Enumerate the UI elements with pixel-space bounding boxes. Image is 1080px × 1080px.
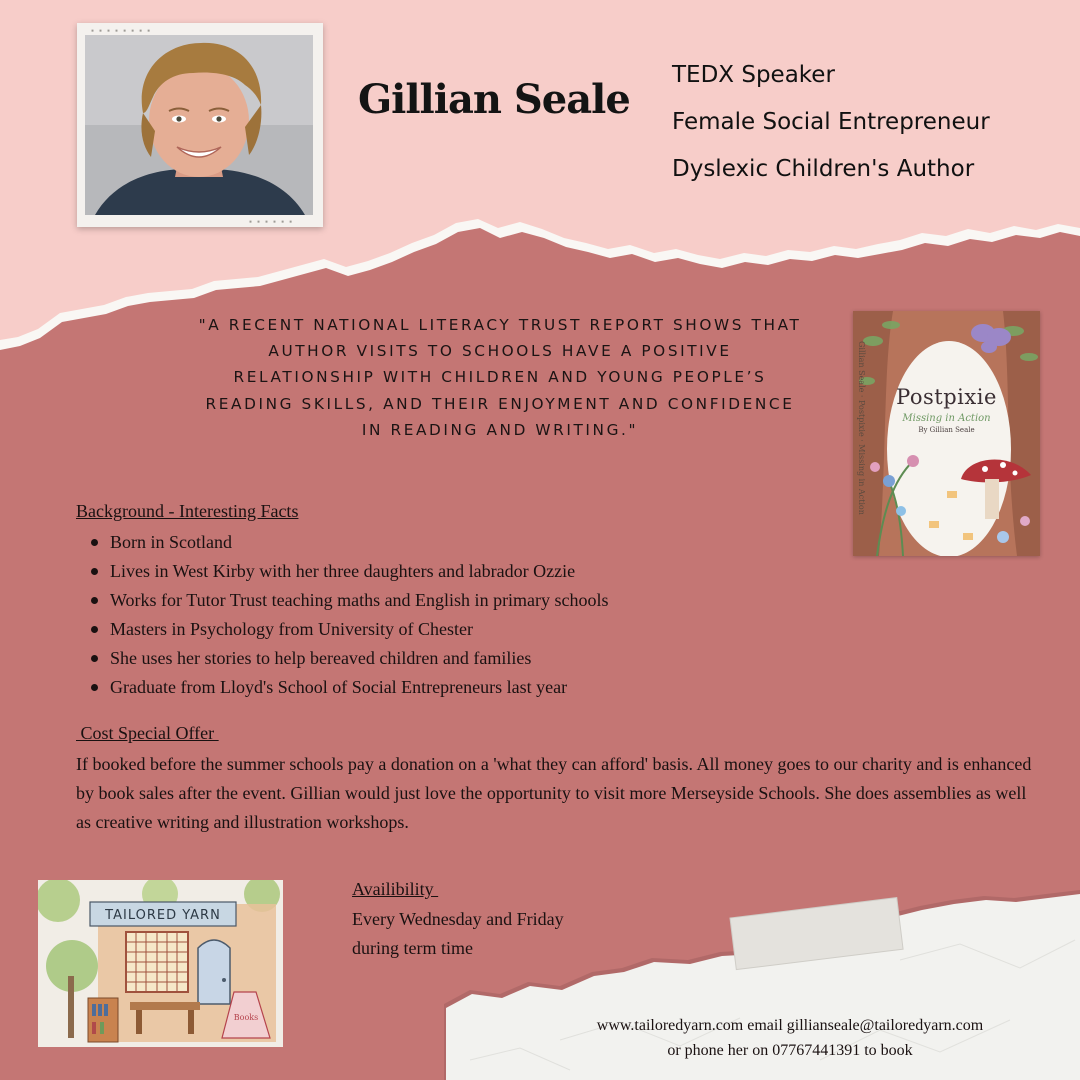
role-item: Dyslexic Children's Author xyxy=(672,156,975,182)
facts-list xyxy=(86,528,609,702)
portrait-frame: ▪ ▪ ▪ ▪ ▪ ▪ ▪ ▪ ▪ ▪ ▪ ▪ ▪ ▪ xyxy=(77,23,323,227)
fact-text: Lives in West Kirby with her three daughters and labrador Ozzie xyxy=(110,561,576,581)
contact-web-email: www.tailoredyarn.com email gillianseale@tailoredyarn.com xyxy=(596,1017,984,1034)
role-item: TEDX Speaker xyxy=(672,62,835,88)
shop-illustration xyxy=(38,880,283,1047)
fact-item xyxy=(86,615,609,644)
fact-text: Masters in Psychology from University of Chester xyxy=(110,619,473,639)
fact-item xyxy=(86,557,609,586)
fact-item xyxy=(86,644,609,673)
book-spine-text: Gillian Seale · Postpixie · Missing in Action xyxy=(857,341,866,515)
availability-line: during term time xyxy=(352,938,473,958)
fact-text: Born in Scotland xyxy=(110,532,232,552)
offer-text: If booked before the summer schools pay a donation on a 'what they can afford' basis. All money goes to our charity and is enhanced by book sales after the event. Gillian would just love the opportunity to visit more Merseyside Schools. She does assemblies as well as creative writing and illustration workshops. xyxy=(76,754,1032,832)
fact-text: She uses her stories to help bereaved children and families xyxy=(110,648,532,668)
availability-text xyxy=(352,905,564,963)
fact-text: Works for Tutor Trust teaching maths and English in primary schools xyxy=(110,590,609,610)
author-name: Gillian Seale xyxy=(358,76,630,123)
availability-heading: Availibility xyxy=(352,879,439,899)
role-list xyxy=(672,58,990,199)
book-cover xyxy=(853,311,1040,556)
fact-item xyxy=(86,673,609,702)
bullet-icon xyxy=(91,539,98,546)
book-title: Postpixie xyxy=(896,385,997,409)
contact-info xyxy=(540,1013,1040,1063)
bullet-icon xyxy=(91,684,98,691)
bullet-icon xyxy=(91,568,98,575)
portrait-photo xyxy=(85,35,313,215)
fact-item xyxy=(86,528,609,557)
board-text: Books xyxy=(233,1013,259,1022)
bullet-icon xyxy=(91,655,98,662)
book-byline: By Gillian Seale xyxy=(918,426,975,434)
bullet-icon xyxy=(91,597,98,604)
role-item: Female Social Entrepreneur xyxy=(672,109,990,135)
book-subtitle: Missing in Action xyxy=(902,413,991,424)
fact-item xyxy=(86,586,609,615)
availability-line: Every Wednesday and Friday xyxy=(352,909,564,929)
background-heading: Background - Interesting Facts xyxy=(76,501,299,521)
bullet-icon xyxy=(91,626,98,633)
contact-phone: or phone her on 07767441391 to book xyxy=(667,1042,913,1059)
offer-heading: Cost Special Offer xyxy=(76,723,219,743)
literacy-quote: "A RECENT NATIONAL LITERACY TRUST REPORT SHOWS THAT AUTHOR VISITS TO SCHOOLS HAVE A POSITIVE RELATIONSHIP WITH CHILDREN AND YOUNG PEOPLE’S READING SKILLS, AND THEIR ENJOYMENT AND CONFIDENCE IN READING AND WRITING." xyxy=(198,316,802,439)
shop-sign-text: TAILORED YARN xyxy=(105,908,221,923)
fact-text: Graduate from Lloyd's School of Social Entrepreneurs last year xyxy=(110,677,568,697)
